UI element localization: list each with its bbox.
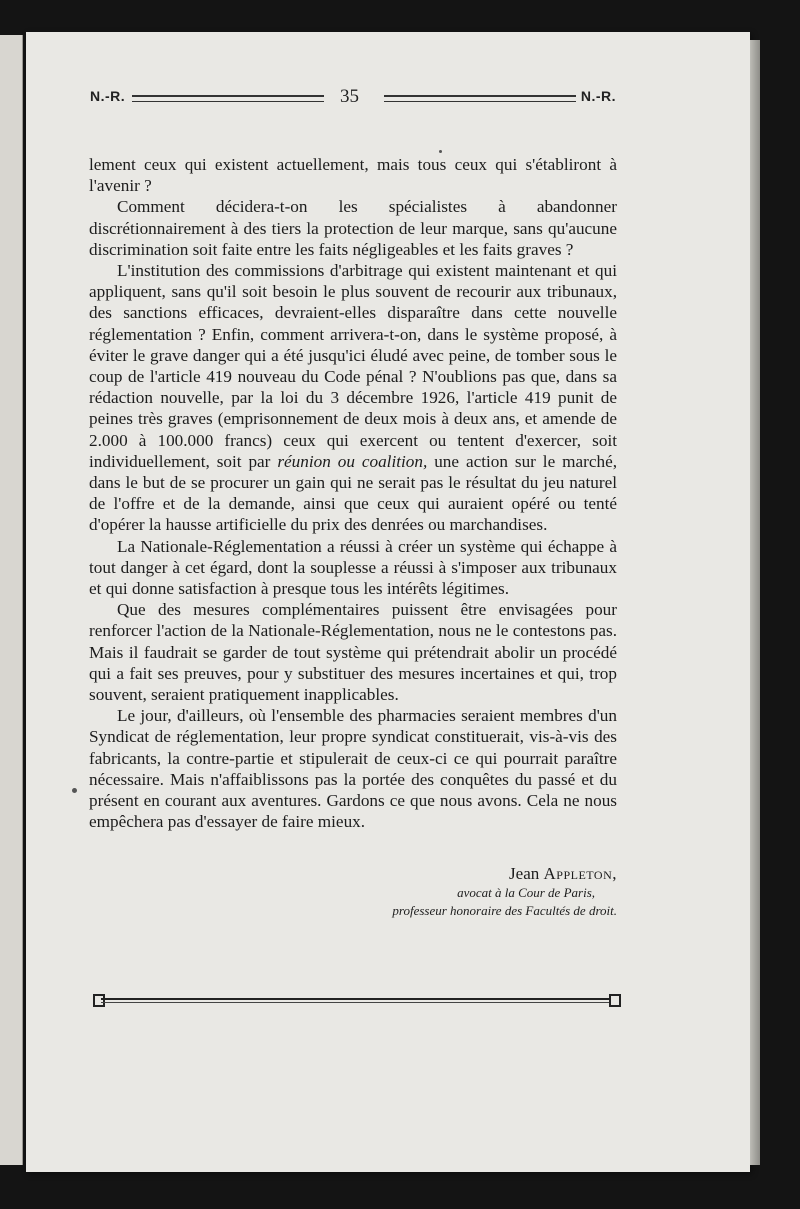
paragraph: Le jour, d'ailleurs, où l'ensemble des pharmacies seraient membres d'un Syndicat de réglementation, leur propre syndicat constituerait, vis-à-vis des fabricants, la contre-partie et stipulerait de ceux-ci ce qui pourrait paraître nécessaire. Mais n'affaiblissons pas la portée des conquêtes du passé et du présent en courant aux aventures. Gardons ce que nous avons. Cela ne nous empêchera pas d'essayer de faire mieux.: [89, 706, 617, 832]
paragraph: La Nationale-Réglementation a réussi à créer un système qui échappe à tout danger à cet égard, dont la souplesse a réussi à s'imposer aux tribunaux et qui donne satisfaction à presque tous les intérêts légitimes.: [89, 536, 617, 599]
page-number: 35: [340, 86, 359, 107]
italic-phrase: réunion ou coalition,: [277, 451, 428, 471]
author-name: [300, 864, 617, 884]
header-rule-right: [384, 95, 576, 102]
author-title-line-1: avocat à la Cour de Paris,: [457, 885, 595, 900]
header-left-initials: N.-R.: [90, 88, 126, 104]
author-title-line-2: professeur honoraire des Facultés de droit.: [392, 903, 617, 918]
paragraph: Comment décidera-t-on les spécialistes à abandonner discrétionnairement à des tiers la protection de leur marque, sans qu'aucune discrimination soit faite entre les faits négligeables et les faits graves ?: [89, 197, 617, 259]
previous-page-edge: [0, 35, 23, 1165]
paragraph: lement ceux qui existent actuellement, mais tous ceux qui s'établiront à l'avenir ?: [89, 155, 617, 196]
footer-rule-end-right: [609, 994, 621, 1007]
paragraph-text: une action sur le marché, dans le but de se procurer un gain qui ne serait pas le résultat du jeu naturel de l'offre et de la demande, ainsi que ceux qui auraient opéré ou tenté d'opérer la hausse artificielle du prix des denrées ou marchandises.: [89, 451, 618, 535]
paragraph: [89, 260, 617, 536]
header-rule-left: [132, 95, 324, 102]
page-speck: [439, 150, 442, 153]
header-right-initials: N.-R.: [580, 88, 616, 104]
author-first-name: Jean: [509, 864, 540, 883]
footer-ornamental-rule: [93, 993, 621, 1007]
page-speck: [72, 788, 77, 793]
page-stack-edge: [750, 40, 760, 1165]
signature-block: [300, 864, 617, 920]
paragraph: Que des mesures complémentaires puissent être envisagées pour renforcer l'action de la Nationale-Réglementation, nous ne le contestons pas. Mais il faudrait se garder de tout système qui prétendrait abolir un procédé qui a fait ses preuves, pour y substituer des mesures incertaines et qui, trop souvent, seraient pratiquement inapplicables.: [89, 600, 617, 705]
article-body: [89, 154, 617, 833]
running-header: [90, 86, 616, 108]
paragraph-text: L'institution des commissions d'arbitrage qui existent maintenant et qui appliquent, sans qu'il soit besoin le plus souvent de recourir aux tribunaux, des sanctions efficaces, devraient-elles disparaître dans cette nouvelle réglementation ? Enfin, comment arrivera-t-on, dans le système proposé, à éviter le grave danger qui a été jusqu'ici éludé avec peine, de tomber sous le coup de l'article 419 nouveau du Code pénal ? N'oublions pas que, dans sa rédaction nouvelle, par la loi du 3 décembre 1926, l'article 419 punit de peines très graves (emprisonnement de deux mois à deux ans, et amende de 2.000 à 100.000 francs) ceux qui exercent ou tentent d'exercer, soit individuellement, soit par: [89, 261, 617, 471]
author-last-name: Appleton,: [543, 864, 617, 883]
footer-rule-line: [101, 998, 613, 1003]
